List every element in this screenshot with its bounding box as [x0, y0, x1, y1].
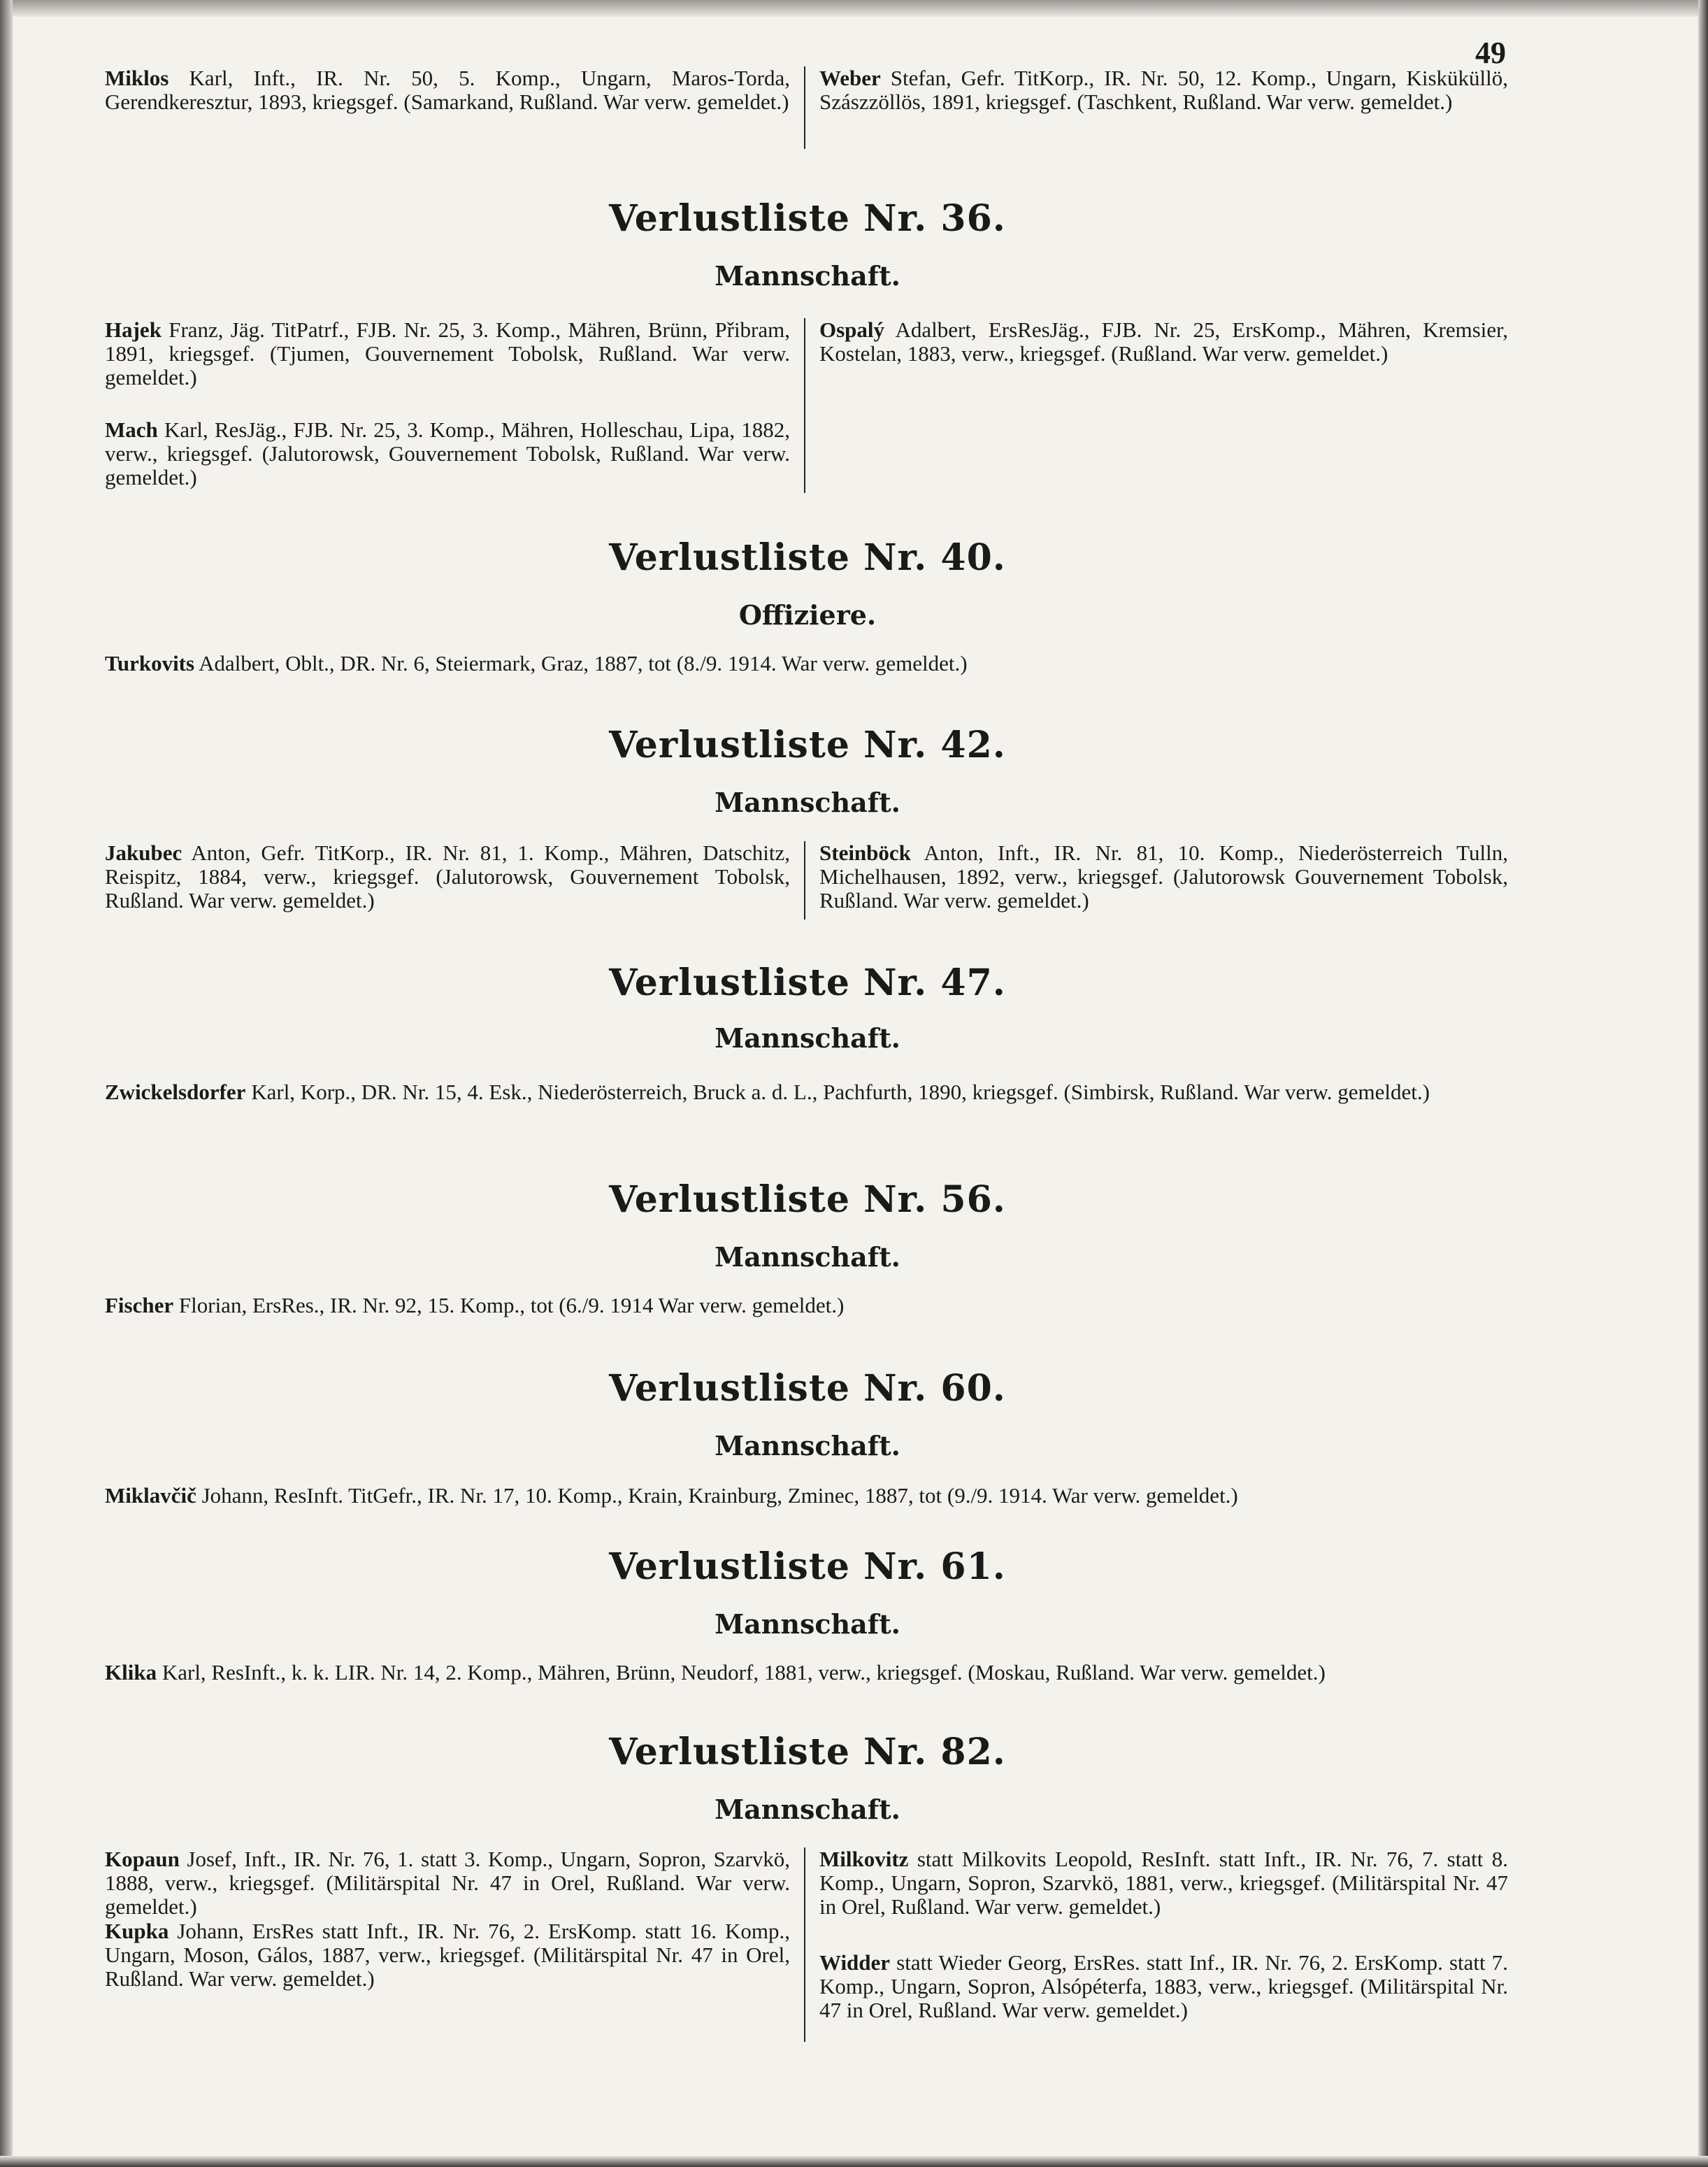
- list-entry: Hajek Franz, Jäg. TitPatrf., FJB. Nr. 25, 3. Komp., Mähren, Brünn, Přibram, 1891, kriegsgef. (Tjumen, Gouvernement Tobolsk, Rußland. War verw. gemeldet.): [105, 317, 790, 389]
- scan-edge-top: [0, 0, 1708, 17]
- section-title: Verlustliste Nr. 60.: [609, 1367, 1006, 1410]
- section-title: Verlustliste Nr. 40.: [609, 536, 1006, 579]
- page-number: 49: [1475, 36, 1506, 70]
- list-entry: Kopaun Josef, Inft., IR. Nr. 76, 1. statt 3. Komp., Ungarn, Sopron, Szarvkö, 1888, verw., kriegsgef. (Militärspital Nr. 47 in Orel, Rußland. War verw. gemeldet.): [105, 1847, 790, 1919]
- list-entry: Jakubec Anton, Gefr. TitKorp., IR. Nr. 81, 1. Komp., Mähren, Datschitz, Reispitz, 1884, verw., kriegsgef. (Jalutorowsk, Gouvernement Tobolsk, Rußland. War verw. gemeldet.): [105, 841, 790, 913]
- scan-edge-right: [1698, 0, 1708, 2167]
- list-entry: Widder statt Wieder Georg, ErsRes. statt Inf., IR. Nr. 76, 2. ErsKomp. statt 7. Komp., Ungarn, Sopron, Alsópéterfa, 1883, verw., kriegsgef. (Militärspital Nr. 47 in Orel, Rußland. War verw. gemeldet.): [819, 1950, 1508, 2022]
- list-entry: Ospalý Adalbert, ErsResJäg., FJB. Nr. 25, ErsKomp., Mähren, Kremsier, Kostelan, 1883, verw., kriegsgef. (Rußland. War verw. gemeldet.): [819, 317, 1508, 366]
- section-title: Verlustliste Nr. 82.: [609, 1731, 1006, 1773]
- column-divider: [804, 841, 805, 920]
- list-entry: Kupka Johann, ErsRes statt Inft., IR. Nr. 76, 2. ErsKomp. statt 16. Komp., Ungarn, Moson, Gálos, 1887, verw., kriegsgef. (Militärspital Nr. 47 in Orel, Rußland. War verw. gemeldet.): [105, 1919, 790, 1991]
- section-title: Verlustliste Nr. 42.: [609, 724, 1006, 766]
- section-subtitle: Mannschaft.: [715, 1430, 900, 1461]
- list-entry: Turkovits Adalbert, Oblt., DR. Nr. 6, Steiermark, Graz, 1887, tot (8./9. 1914. War verw. gemeldet.): [105, 651, 968, 675]
- section-title: Verlustliste Nr. 56.: [609, 1178, 1006, 1221]
- scan-edge-bottom: [0, 2156, 1708, 2167]
- list-entry: Steinböck Anton, Inft., IR. Nr. 81, 10. Komp., Niederösterreich Tulln, Michelhausen, 1892, verw., kriegsgef. (Jalutorowsk Gouvernement Tobolsk, Rußland. War verw. gemeldet.): [819, 841, 1508, 913]
- column-divider: [804, 318, 805, 493]
- list-entry: Zwickelsdorfer Karl, Korp., DR. Nr. 15, 4. Esk., Niederösterreich, Bruck a. d. L., Pachfurth, 1890, kriegsgef. (Simbirsk, Rußland. War verw. gemeldet.): [105, 1080, 1430, 1104]
- list-entry: Miklavčič Johann, ResInft. TitGefr., IR. Nr. 17, 10. Komp., Krain, Krainburg, Zminec, 1887, tot (9./9. 1914. War verw. gemeldet.): [105, 1483, 1238, 1508]
- list-entry: Milkovitz statt Milkovits Leopold, ResInft. statt Inft., IR. Nr. 76, 7. statt 8. Komp., Ungarn, Sopron, Szarvkö, 1881, verw., kriegsgef. (Militärspital Nr. 47 in Orel, Rußland. War verw. gemeldet.): [819, 1847, 1508, 1919]
- section-title: Verlustliste Nr. 61.: [609, 1545, 1006, 1588]
- section-subtitle: Offiziere.: [738, 599, 877, 631]
- list-entry: Mach Karl, ResJäg., FJB. Nr. 25, 3. Komp., Mähren, Holleschau, Lipa, 1882, verw., kriegsgef. (Jalutorowsk, Gouvernement Tobolsk, Rußland. War verw. gemeldet.): [105, 417, 790, 489]
- list-entry: Fischer Florian, ErsRes., IR. Nr. 92, 15. Komp., tot (6./9. 1914 War verw. gemeldet.): [105, 1293, 845, 1317]
- section-subtitle: Mannschaft.: [715, 260, 900, 292]
- column-divider: [804, 1847, 805, 2042]
- section-subtitle: Mannschaft.: [715, 1241, 900, 1273]
- list-entry: Weber Stefan, Gefr. TitKorp., IR. Nr. 50, 12. Komp., Ungarn, Kisküküllö, Szászzöllös, 1891, kriegsgef. (Taschkent, Rußland. War verw. gemeldet.): [819, 66, 1508, 114]
- section-title: Verlustliste Nr. 47.: [609, 961, 1006, 1004]
- section-subtitle: Mannschaft.: [715, 1794, 900, 1825]
- section-subtitle: Mannschaft.: [715, 1608, 900, 1640]
- scan-edge-left: [0, 0, 13, 2167]
- list-entry: Klika Karl, ResInft., k. k. LIR. Nr. 14, 2. Komp., Mähren, Brünn, Neudorf, 1881, verw., kriegsgef. (Moskau, Rußland. War verw. gemeldet.): [105, 1660, 1326, 1685]
- column-divider: [804, 66, 805, 149]
- section-subtitle: Mannschaft.: [715, 1022, 900, 1054]
- section-subtitle: Mannschaft.: [715, 787, 900, 818]
- section-title: Verlustliste Nr. 36.: [609, 197, 1006, 240]
- list-entry: Miklos Karl, Inft., IR. Nr. 50, 5. Komp., Ungarn, Maros-Torda, Gerendkeresztur, 1893, kriegsgef. (Samarkand, Rußland. War verw. gemeldet.): [105, 66, 790, 114]
